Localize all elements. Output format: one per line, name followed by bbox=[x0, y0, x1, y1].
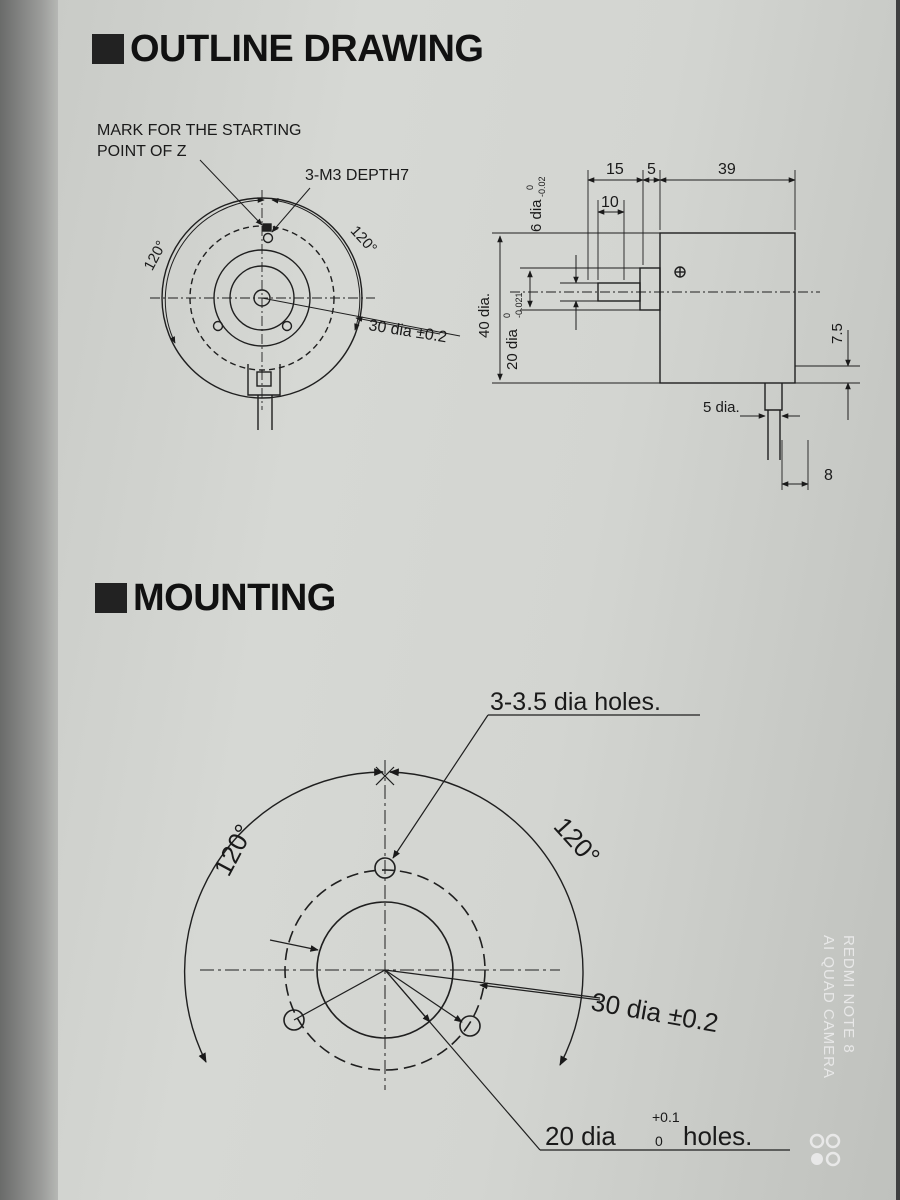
angle-arc-right bbox=[272, 200, 360, 330]
outline-angle-left: 120° bbox=[140, 238, 171, 274]
dim-20dia-tol-lower: -0.021 bbox=[514, 292, 524, 318]
outline-dia30-label: 30 dia ±0.2 bbox=[367, 317, 449, 347]
encoder-body-side bbox=[660, 233, 795, 383]
dim-40dia: 40 dia. bbox=[476, 292, 493, 338]
flange-side bbox=[640, 268, 660, 310]
mounting-hole-right bbox=[460, 1016, 480, 1036]
center-holes-suffix: holes. bbox=[683, 1121, 753, 1151]
mark-label-line1: MARK FOR THE STARTING bbox=[97, 122, 302, 139]
dim-7-5: 7.5 bbox=[829, 323, 846, 344]
cable-gland-side bbox=[765, 383, 782, 410]
mark-label-line2: POINT OF Z bbox=[97, 143, 187, 160]
mounting-title: MOUNTING bbox=[133, 577, 336, 619]
mounting-angle-left: 120° bbox=[207, 819, 260, 881]
mounting-dia30-leader bbox=[385, 970, 600, 998]
dim-6dia-tol-lower: -0.02 bbox=[537, 176, 547, 197]
center-holes-tol-lower: 0 bbox=[655, 1133, 663, 1149]
mark-leader-line bbox=[200, 160, 262, 225]
screw-hole-left bbox=[214, 322, 223, 331]
dim-6dia: 6 dia bbox=[528, 199, 545, 232]
screw-hole-top bbox=[264, 234, 273, 243]
dim-20dia: 20 dia bbox=[504, 329, 521, 370]
outline-drawing-title: OUTLINE DRAWING bbox=[130, 28, 484, 70]
mounting-view bbox=[185, 715, 790, 1150]
camera-logo-icon bbox=[808, 1132, 842, 1168]
cable-gland bbox=[248, 364, 280, 395]
mounting-dia30-label: 30 dia ±0.2 bbox=[588, 986, 721, 1039]
center-holes-tol-upper: +0.1 bbox=[652, 1109, 680, 1125]
dim-5: 5 bbox=[647, 161, 656, 178]
screw-label: 3-M3 DEPTH7 bbox=[305, 167, 410, 184]
cable bbox=[258, 395, 272, 430]
z-start-mark bbox=[263, 224, 271, 231]
watermark-line2: AI QUAD CAMERA bbox=[820, 935, 837, 1080]
cable-gland-inner bbox=[257, 372, 271, 386]
angle-arc-left bbox=[165, 200, 264, 343]
dim-8: 8 bbox=[824, 467, 833, 484]
cable-side bbox=[768, 410, 780, 460]
dim-10: 10 bbox=[601, 194, 619, 211]
dim-6dia-tol-upper: 0 bbox=[525, 184, 535, 190]
mounting-angle-arc-right bbox=[390, 772, 583, 1065]
mounting-angle-right: 120° bbox=[547, 811, 607, 872]
camera-watermark bbox=[818, 935, 858, 1079]
watermark-line1: REDMI NOTE 8 bbox=[840, 935, 857, 1054]
mounting-holes-label: 3-3.5 dia holes. bbox=[490, 688, 661, 716]
outline-side-view bbox=[492, 170, 860, 490]
outline-angle-right: 120° bbox=[346, 222, 381, 257]
dim-39: 39 bbox=[718, 161, 736, 178]
center-holes-main: 20 dia bbox=[545, 1121, 616, 1151]
screw-hole-right bbox=[283, 322, 292, 331]
holes-leader-line bbox=[393, 715, 488, 858]
dim-15: 15 bbox=[606, 161, 624, 178]
dim-5dia: 5 dia. bbox=[703, 399, 740, 416]
dim-20dia-tol-upper: 0 bbox=[502, 312, 512, 318]
outline-front-view bbox=[150, 160, 460, 430]
